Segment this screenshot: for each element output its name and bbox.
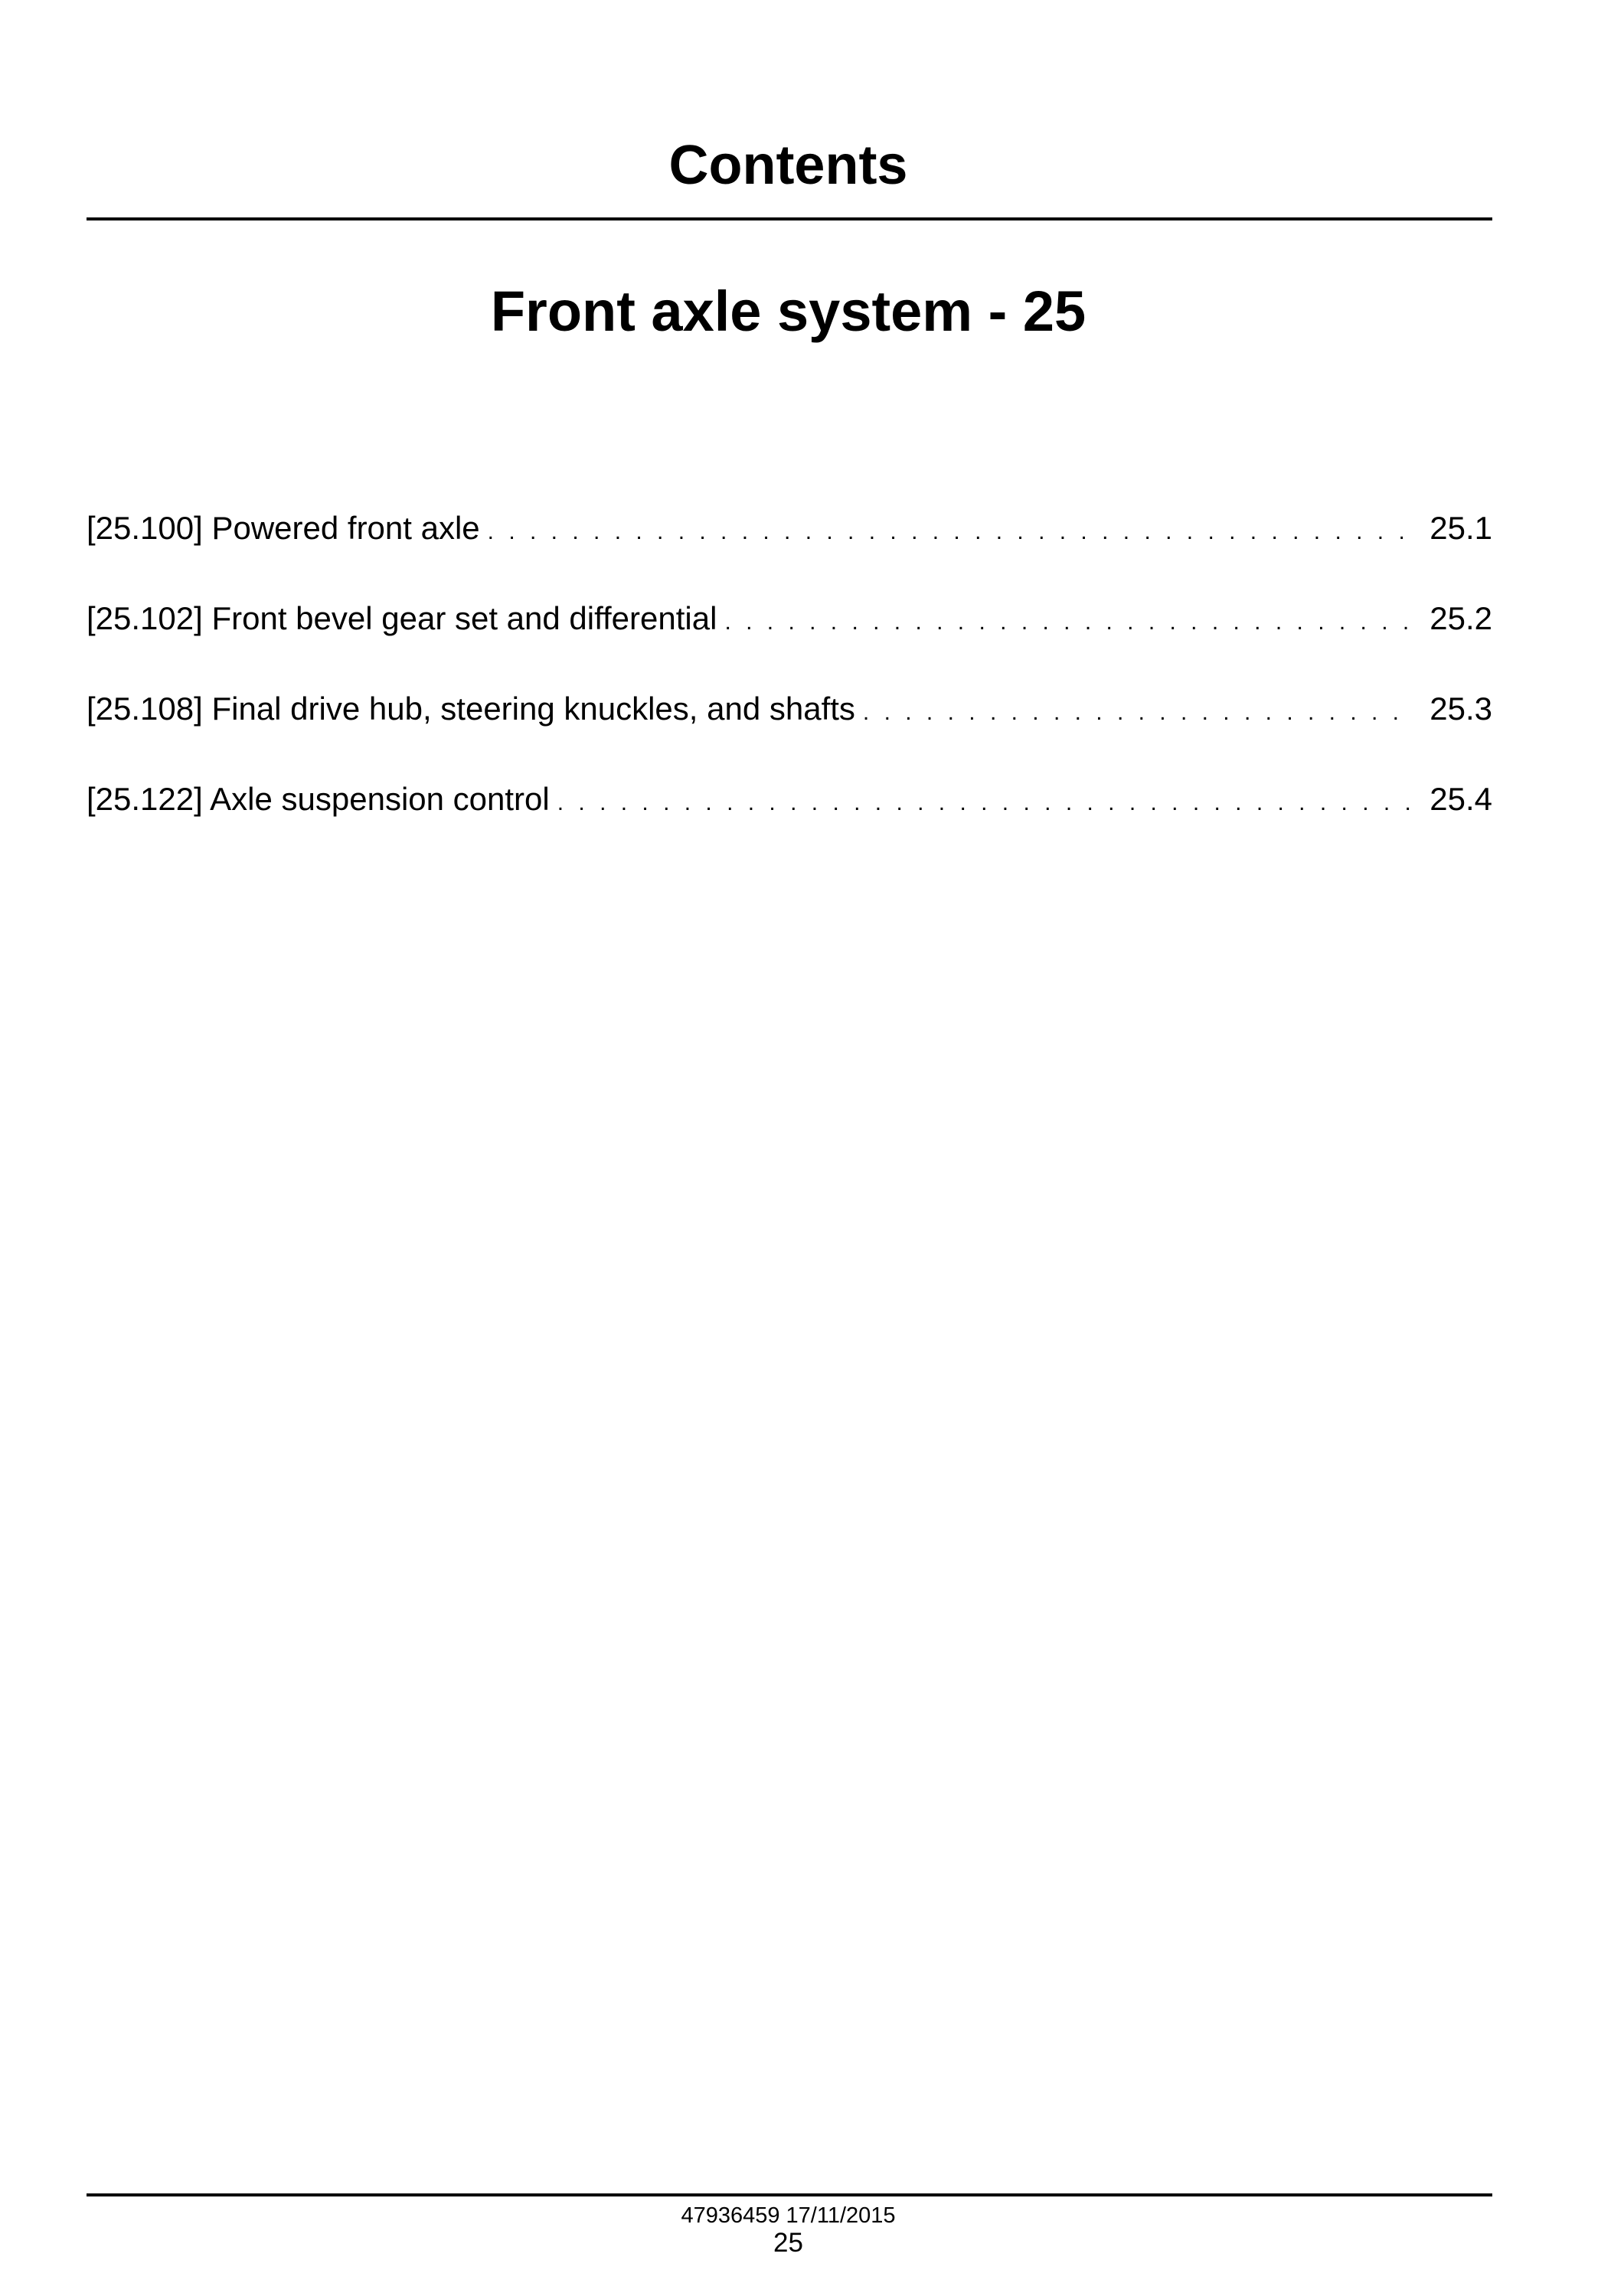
table-of-contents xyxy=(87,505,1492,867)
toc-entry-page[interactable]: 25.3 xyxy=(1430,691,1492,727)
toc-entry[interactable] xyxy=(87,776,1492,867)
section-title: Front axle system - 25 xyxy=(490,279,1086,343)
footer-document-reference: 47936459 17/11/2015 xyxy=(681,2203,896,2228)
footer-page-number: 25 xyxy=(773,2228,803,2258)
footer-divider xyxy=(87,2193,1492,2196)
toc-entry-page[interactable]: 25.1 xyxy=(1430,510,1492,546)
toc-dot-leader xyxy=(724,599,1416,645)
toc-entry-label[interactable]: [25.102] Front bevel gear set and differential xyxy=(87,600,717,636)
toc-entry[interactable] xyxy=(87,596,1492,686)
toc-dot-leader xyxy=(557,780,1417,826)
toc-entry[interactable] xyxy=(87,686,1492,776)
toc-entry-label[interactable]: [25.108] Final drive hub, steering knuckles, and shafts xyxy=(87,691,855,727)
toc-dot-leader xyxy=(863,690,1416,736)
toc-entry-page[interactable]: 25.2 xyxy=(1430,600,1492,636)
toc-dot-leader xyxy=(488,509,1417,555)
toc-entry[interactable] xyxy=(87,505,1492,596)
title-divider xyxy=(87,217,1492,220)
toc-entry-label[interactable]: [25.122] Axle suspension control xyxy=(87,781,550,817)
toc-entry-label[interactable]: [25.100] Powered front axle xyxy=(87,510,480,546)
toc-entry-page[interactable]: 25.4 xyxy=(1430,781,1492,817)
page-title: Contents xyxy=(668,135,908,196)
